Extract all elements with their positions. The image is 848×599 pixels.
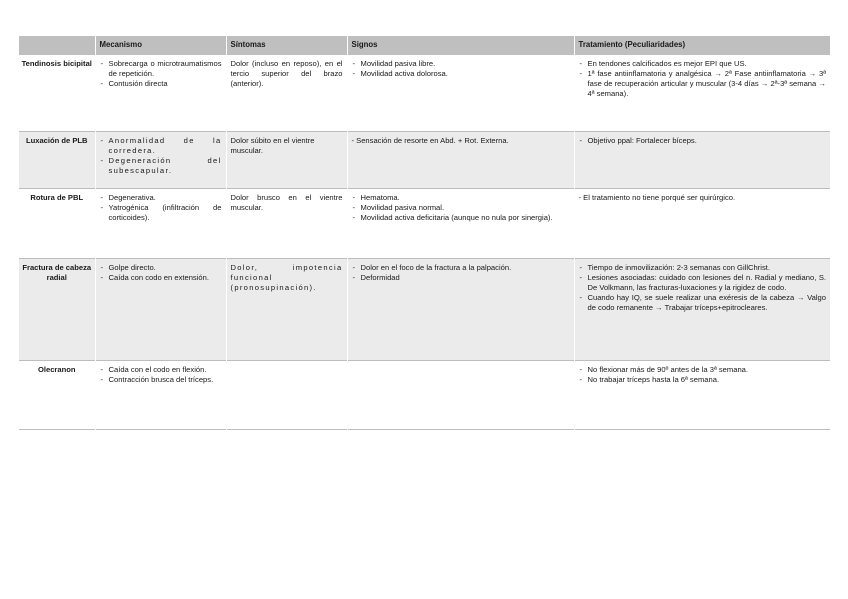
table-row — [19, 55, 830, 131]
list-item: - Yatrogénica (infiltración de corticoides). — [100, 203, 222, 223]
header-mecanismo: Mecanismo — [95, 36, 226, 55]
list-item: - Objetivo ppal: Fortalecer bíceps. — [579, 136, 827, 146]
list-item: - En tendones calcificados es mejor EPI que US. — [579, 59, 827, 69]
tratamiento-cell — [574, 360, 830, 429]
list-item: - Caída con codo en extensión. — [100, 273, 222, 283]
mecanismo-cell — [95, 258, 226, 360]
list-item: - Anormalidad de la corredera. — [100, 136, 222, 156]
table-row — [19, 131, 830, 188]
list-item: - Degeneración del subescapular. — [100, 156, 222, 176]
list-item: - Cuando hay IQ, se suele realizar una exéresis de la cabeza → Valgo de codo remanente → Trabajar tríceps+epitrocleares. — [579, 293, 827, 313]
list-item: - Caída con el codo en flexión. — [100, 365, 222, 375]
table-row — [19, 360, 830, 429]
list-item: - Golpe directo. — [100, 263, 222, 273]
list-item: - No flexionar más de 90º antes de la 3ª semana. — [579, 365, 827, 375]
header-blank — [19, 36, 95, 55]
signos-cell — [347, 188, 574, 258]
signos-cell — [347, 258, 574, 360]
tratamiento-cell — [574, 55, 830, 131]
table-row — [19, 258, 830, 360]
list-item: - Contracción brusca del tríceps. — [100, 375, 222, 385]
mecanismo-cell — [95, 360, 226, 429]
mecanismo-cell — [95, 188, 226, 258]
signos-cell — [347, 360, 574, 429]
list-item: - Movilidad activa deficitaria (aunque no nula por sinergia). — [352, 213, 570, 223]
row-title: Fractura de cabeza radial — [19, 258, 95, 360]
mecanismo-cell — [95, 131, 226, 188]
sintomas-cell: Dolor, impotencia funcional (pronosupinación). — [226, 258, 347, 360]
list-item: - Movilidad activa dolorosa. — [352, 69, 570, 79]
list-item: - Contusión directa — [100, 79, 222, 89]
list-item: - Movilidad pasiva libre. — [352, 59, 570, 69]
list-item: - Sobrecarga o microtraumatismos de repetición. — [100, 59, 222, 79]
list-item: - Degenerativa. — [100, 193, 222, 203]
list-item: - Deformidad — [352, 273, 570, 283]
list-item: - Movilidad pasiva normal. — [352, 203, 570, 213]
sintomas-cell: Dolor brusco en el vientre muscular. — [226, 188, 347, 258]
list-item: - No trabajar tríceps hasta la 6ª semana. — [579, 375, 827, 385]
list-item: - 1ª fase antiinflamatoria y analgésica → 2ª Fase antiinflamatoria → 3ª fase de recuperación articular y muscular (3-4 días → 2ª-3ª semana → 4ª semana). — [579, 69, 827, 99]
list-item: - Hematoma. — [352, 193, 570, 203]
sintomas-cell: Dolor (incluso en reposo), en el tercio superior del brazo (anterior). — [226, 55, 347, 131]
row-title: Luxación de PLB — [19, 131, 95, 188]
tratamiento-cell: - El tratamiento no tiene porqué ser quirúrgico. — [578, 192, 736, 202]
signos-cell — [347, 55, 574, 131]
list-item: - Lesiones asociadas: cuidado con lesiones del n. Radial y mediano, S. De Volkmann, las fracturas-luxaciones y la rigidez de codo. — [579, 273, 827, 293]
pathology-table — [19, 36, 830, 430]
header-signos: Signos — [347, 36, 574, 55]
signos-cell: - Sensación de resorte en Abd. + Rot. Externa. — [347, 131, 574, 188]
header-tratamiento: Tratamiento (Peculiaridades) — [574, 36, 830, 55]
list-item: - Tiempo de inmovilización: 2-3 semanas con GillChrist. — [579, 263, 827, 273]
table-row — [19, 188, 830, 258]
header-sintomas: Síntomas — [226, 36, 347, 55]
sintomas-cell: Dolor súbito en el vientre muscular. — [226, 131, 347, 188]
row-title: Rotura de PBL — [19, 188, 95, 258]
list-item: - Dolor en el foco de la fractura a la palpación. — [352, 263, 570, 273]
row-title: Tendinosis bicipital — [19, 55, 95, 131]
tratamiento-cell — [574, 131, 830, 188]
header-row — [19, 36, 830, 55]
row-title: Olecranon — [19, 360, 95, 429]
sintomas-cell — [226, 360, 347, 429]
mecanismo-cell — [95, 55, 226, 131]
tratamiento-cell — [574, 258, 830, 360]
